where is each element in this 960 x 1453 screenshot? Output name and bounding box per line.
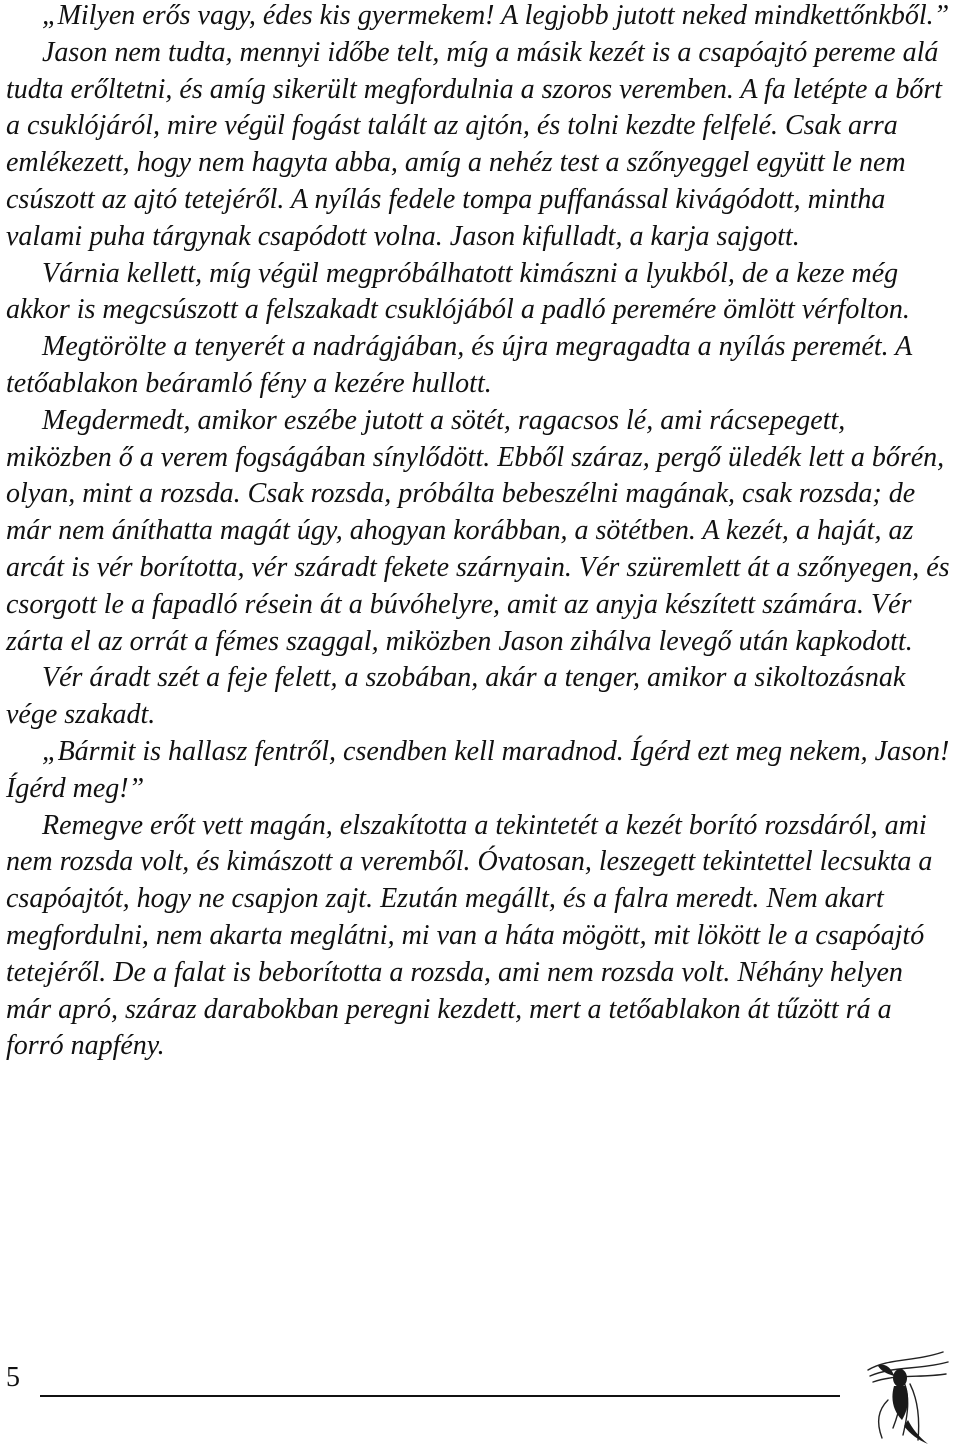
dancing-figure-ornament-icon <box>848 1340 958 1450</box>
page-body-text <box>6 0 954 1065</box>
paragraph: Jason nem tudta, mennyi időbe telt, míg a másik kezét is a csapóajtó pereme alá tudta erőltetni, és amíg sikerült megfordulnia a szoros veremben. A fa letépte a bőrt a csuklójáról, mire végül fogást talált az ajtón, és tolni kezdte felfelé. Csak arra emlékezett, hogy nem hagyta abba, amíg a nehéz test a szőnyeggel együtt le nem csúszott az ajtó tetejéről. A nyílás fedele tompa puffanással kivágódott, mintha valami puha tárgynak csapódott volna. Jason kifulladt, a karja sajgott. <box>6 36 943 252</box>
page-number: 5 <box>6 1362 20 1393</box>
paragraph: Várnia kellett, míg végül megpróbálhatott kimászni a lyukból, de a keze még akkor is megcsúszott a felszakadt csuklójából a padló peremére ömlött vérfolton. <box>6 257 910 326</box>
paragraph: „Milyen erős vagy, édes kis gyermekem! A legjobb jutott neked mindkettőnkből.” <box>42 0 950 31</box>
paragraph: Remegve erőt vett magán, elszakította a tekintetét a kezét borító rozsdáról, ami nem rozsda volt, és kimászott a veremből. Óvatosan, leszegett tekintettel lecsukta a csapóajtót, hogy ne csapjon zajt. Ezután megállt, és a falra meredt. Nem akart megfordulni, nem akarta meglátni, mi van a háta mögött, mit lökött le a csapóajtó tetejéről. De a falat is beborította a rozsda, ami nem rozsda volt. Néhány helyen már apró, száraz darabokban peregni kezdett, mert a tetőablakon át tűzött rá a forró napfény. <box>6 809 933 1062</box>
paragraph: Megdermedt, amikor eszébe jutott a sötét, ragacsos lé, ami rácsepegett, miközben ő a verem fogságában sínylődött. Ebből száraz, pergő üledék lett a bőrén, olyan, mint a rozsda. Csak rozsda, próbálta bebeszélni magának, csak rozsda; de már nem áníthatta magát úgy, ahogyan korábban, a sötétben. A kezét, a haját, az arcát is vér borította, vér száradt fekete szárnyain. Vér szüremlett át a szőnyegen, és csorgott le a fapadló résein át a búvóhelyre, amit az anyja készített számára. Vér zárta el az orrát a fémes szaggal, miközben Jason zihálva levegő után kapkodott. <box>6 404 950 657</box>
paragraph: „Bármit is hallasz fentről, csendben kell maradnod. Ígérd ezt meg nekem, Jason! Ígérd meg!” <box>6 735 950 804</box>
paragraph: Megtörölte a tenyerét a nadrágjában, és újra megragadta a nyílás peremét. A tetőablakon beáramló fény a kezére hullott. <box>6 331 912 399</box>
footer-divider <box>40 1395 840 1397</box>
paragraph: Vér áradt szét a feje felett, a szobában, akár a tenger, amikor a sikoltozásnak vége szakadt. <box>6 662 906 731</box>
